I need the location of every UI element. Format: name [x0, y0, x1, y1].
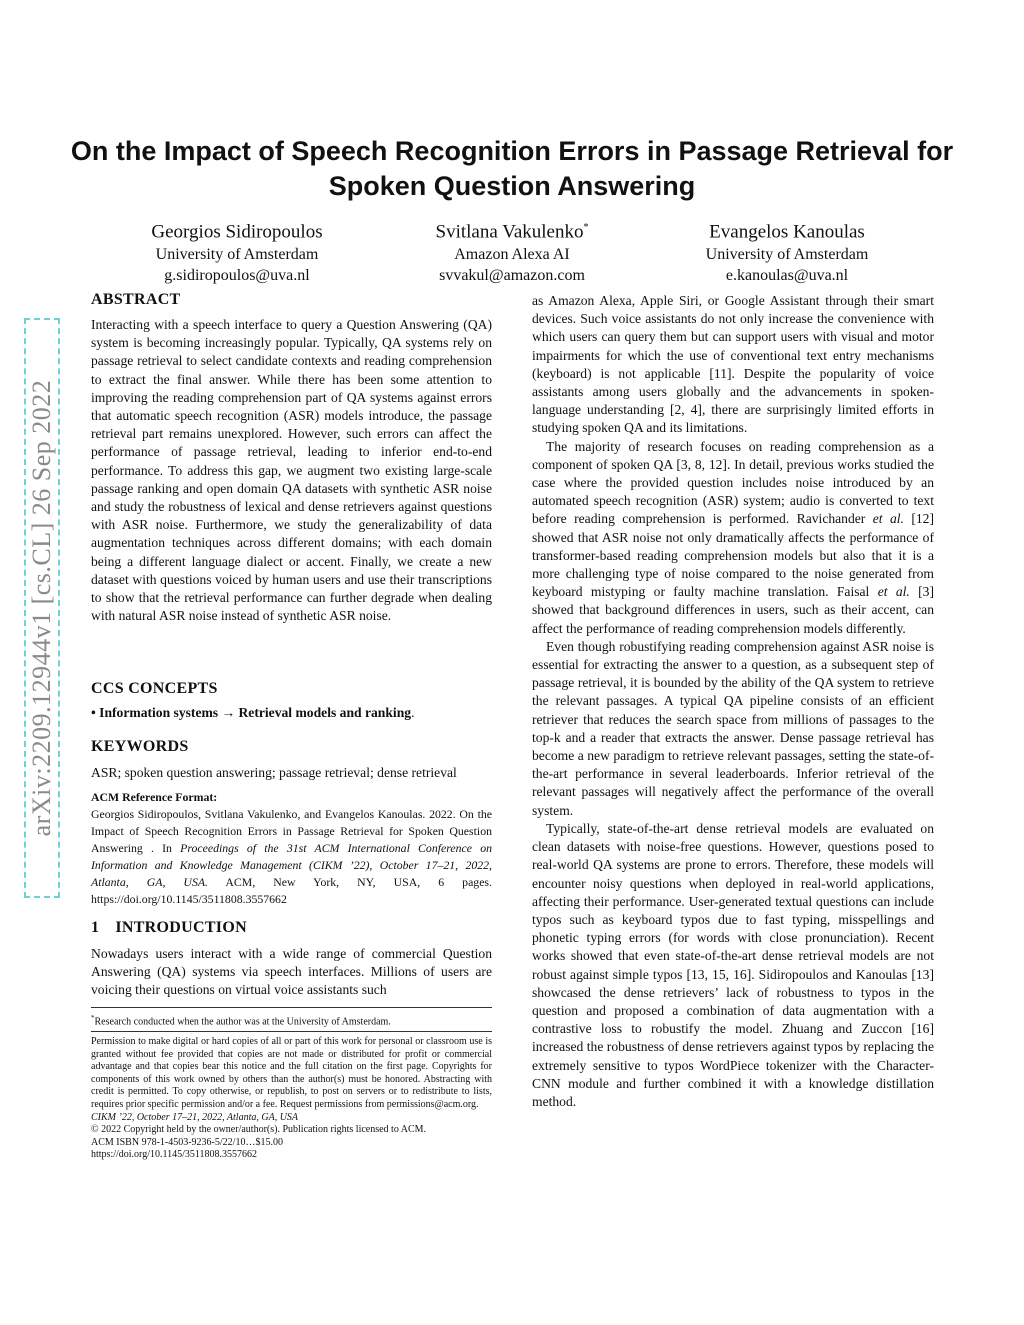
- paragraph: as Amazon Alexa, Apple Siri, or Google Assistant through their smart devices. Such voice assistants do not only increase the convenience with which users can query them but can support users with visual and motor impairments for which the use of conventional text entry mechanisms (keyboard) is not applicable [11]. Despite the popularity of voice assistants among users globally and the advancements in spoken-language understanding [2, 4], there are surprisingly limited efforts in studying spoken QA and its limitations.: [532, 293, 934, 436]
- paper-title: On the Impact of Speech Recognition Errors in Passage Retrieval for Spoken Question Answering: [70, 136, 954, 201]
- author-name: Georgios Sidiropoulos: [151, 221, 323, 243]
- author-name: Svitlana Vakulenko*: [435, 221, 589, 243]
- acm-reference-format: ACM Reference Format: Georgios Sidiropoulos, Svitlana Vakulenko, and Evangelos Kanoulas. 2022. On the Impact of Speech Recognition Errors in Passage Retrieval for Spoken Question Answering . In Proceedings of the 31st ACM International Conference on Information and Knowledge Management (CIKM ’22), October 17–21, 2022, Atlanta, GA, USA. ACM, New York, NY, USA, 6 pages. https://doi.org/10.1145/3511808.3557662: [91, 790, 492, 906]
- author-email[interactable]: g.sidiropoulos@uva.nl: [164, 267, 310, 285]
- ccs-concepts-text: • Information systems → Retrieval models and ranking.: [91, 705, 415, 720]
- ccs-concepts-heading: CCS CONCEPTS: [91, 680, 218, 697]
- keywords-heading: KEYWORDS: [91, 738, 189, 755]
- arxiv-identifier: arXiv:2209.12944v1 [cs.CL] 26 Sep 2022: [27, 379, 56, 837]
- author-block-1: [107, 216, 367, 286]
- abstract-text: Interacting with a speech interface to query a Question Answering (QA) system is becoming increasingly popular. Typically, QA systems rely on passage retrieval to select candidate contexts and reading comprehension to extract the final answer. While there has been some attention to improving the reading comprehension part of QA systems against errors that automatic speech recognition (ASR) models introduce, the passage retrieval part remains unexplored. However, such errors can affect the performance of passage retrieval, leading to inferior end-to-end performance. To address this gap, we augment two existing large-scale passage ranking and open domain QA datasets with synthetic ASR noise and study the robustness of lexical and dense retrievers against questions with ASR noise. Furthermore, we study the generalizability of data augmentation techniques across different domains; with each domain being a different language dialect or accent. Finally, we create a new dataset with questions voiced by human users and use their transcriptions to show that the retrieval performance can further degrade when dealing with natural ASR noise instead of synthetic ASR noise.: [91, 317, 492, 624]
- author-block-3: [657, 216, 917, 286]
- abstract-heading: ABSTRACT: [91, 291, 181, 308]
- author-affiliation: University of Amsterdam: [705, 246, 869, 264]
- copyright-notice: © 2022 Copyright held by the owner/author(s). Publication rights licensed to ACM.: [91, 1124, 427, 1136]
- conference-venue: CIKM ’22, October 17–21, 2022, Atlanta, GA, USA: [91, 1111, 299, 1123]
- keywords-text: ASR; spoken question answering; passage retrieval; dense retrieval: [91, 765, 457, 780]
- author-name: Evangelos Kanoulas: [709, 221, 865, 243]
- permission-block: [91, 1031, 492, 1162]
- right-column-body: [532, 292, 934, 1111]
- paragraph: Even though robustifying reading comprehension against ASR noise is essential for extracting the answer to a question, as a subsequent step of passage retrieval, it is bounded by the ability of the QA system to retrieve the relevant passages. A typical QA pipeline consists of an efficient retriever that reduces the search space from millions of passages to the top-k and a reader that extracts the answer. Dense passage retrieval has become a new paradigm to retrieve relevant passages, setting the state-of-the-art performance in several leaderboards. Inferior retrieval of the relevant passages will negatively affect the performance of the overall system.: [532, 638, 934, 818]
- author-email[interactable]: svvakul@amazon.com: [439, 267, 585, 285]
- author-block-2: [382, 216, 642, 286]
- doi-link[interactable]: https://doi.org/10.1145/3511808.3557662: [91, 1149, 258, 1161]
- author-footnote: *Research conducted when the author was at the University of Amsterdam.: [91, 1007, 492, 1028]
- introduction-heading: 1 INTRODUCTION: [91, 919, 247, 936]
- author-affiliation: Amazon Alexa AI: [454, 246, 570, 264]
- author-affiliation: University of Amsterdam: [155, 246, 319, 264]
- permission-text: Permission to make digital or hard copies of all or part of this work for personal or classroom use is granted without fee provided that copies are not made or distributed for profit or commercial advantage and that copies bear this notice and the full citation on the first page. Copyrights for components of this work owned by others than the author(s) must be honored. Abstracting with credit is permitted. To copy otherwise, or republish, to post on servers or to redistribute to lists, requires prior specific permission and/or a fee. Request permissions from permissions@acm.org.: [91, 1036, 492, 1110]
- author-email[interactable]: e.kanoulas@uva.nl: [725, 267, 849, 285]
- acm-isbn: ACM ISBN 978-1-4503-9236-5/22/10…$15.00: [91, 1136, 283, 1148]
- acm-reference-heading: ACM Reference Format:: [91, 790, 218, 804]
- arxiv-identifier-box: [24, 318, 60, 898]
- paragraph: Typically, state-of-the-art dense retrieval models are evaluated on clean datasets with noise-free questions. However, questions posed to real-world QA systems are prone to errors. Therefore, these models will encounter noisy questions when deployed in real-world applications, affecting their performance. User-generated textual questions can include typos such as keyboard typos due to fast typing, misspellings and phonetic typing errors (for words with close pronunciation). Recent works showed that even state-of-the-art dense retrieval models are not robust against simple typos [13, 15, 16]. Sidiropoulos and Kanoulas [13] showcased the dense retrievers’ lack of robustness to typos in the question and proposed a combination of data augmentation with a contrastive loss to robustify the model. Zhuang and Zuccon [16] increased the robustness of dense retrievers against typos by replacing the extremely sensitive to typos WordPiece tokenizer with the Character-CNN module and further combined it with a knowledge distillation method.: [532, 820, 934, 1109]
- paragraph: The majority of research focuses on reading comprehension as a component of spoken QA [3, 8, 12]. In detail, previous works studied the case where the provided question includes noise introduced by an automated speech recognition (ASR) system; audio is converted to text before reading comprehension is performed. Ravichander et al. [12] showed that ASR noise not only dramatically affects the performance of transformer-based reading comprehension models but also that it is a more challenging type of noise compared to the noise generated from keyboard mistyping or faulty machine translation. Faisal et al. [3] showed that background differences in users, such as their accent, can affect the performance of reading comprehension models differently.: [532, 438, 935, 636]
- introduction-text: Nowadays users interact with a wide range of commercial Question Answering (QA) systems via speech interfaces. Millions of users are voicing their questions on virtual voice assistants such: [91, 946, 492, 998]
